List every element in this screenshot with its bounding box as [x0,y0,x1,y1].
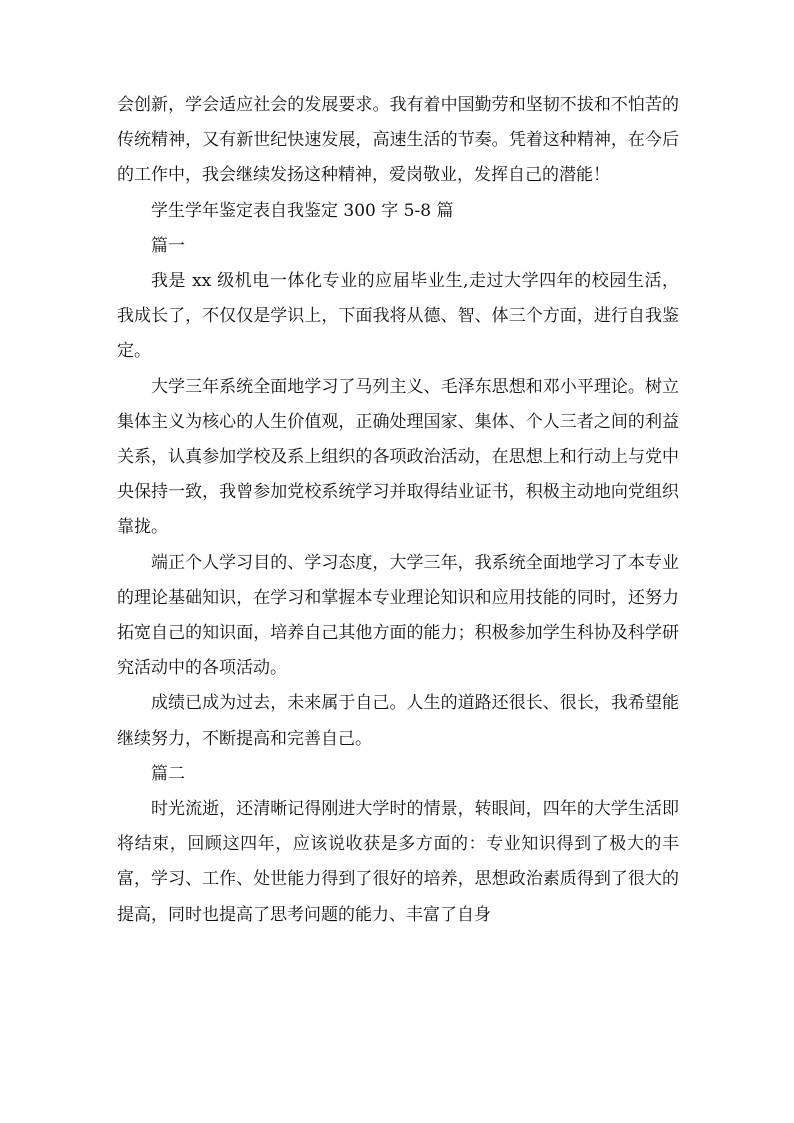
article-title: 学生学年鉴定表自我鉴定 300 字 5-8 篇 [151,200,454,221]
paragraph: 时光流逝，还清晰记得刚进大学时的情景，转眼间，四年的大学生活即将结束，回顾这四年，应该说收获是多方面的：专业知识得到了极大的丰富，学习、工作、处世能力得到了很好的培养，思想政治素质得到了很大的提高，同时也提高了思考问题的能力、丰富了自身 [117,799,679,925]
paragraph: 大学三年系统全面地学习了马列主义、毛泽东思想和邓小平理论。树立集体主义为核心的人生价值观，正确处理国家、集体、个人三者之间的利益关系，认真参加学校及系上组织的各项政治活动，在思想上和行动上与党中央保持一致，我曾参加党校系统学习并取得结业证书，积极主动地向党组织靠拢。 [117,376,679,538]
section-heading-1: 篇一 [151,235,185,256]
document-body [117,88,679,933]
paragraph-continuation: 会创新，学会适应社会的发展要求。我有着中国勤劳和坚韧不拔和不怕苦的传统精神，又有新世纪快速发展，高速生活的节奏。凭着这种精神，在今后的工作中，我会继续发扬这种精神，爱岗敬业，发挥自己的潜能！ [117,95,679,186]
paragraph: 成绩已成为过去，未来属于自己。人生的道路还很长、很长，我希望能继续努力，不断提高和完善自己。 [117,693,679,749]
paragraph: 我是 xx 级机电一体化专业的应届毕业生,走过大学四年的校园生活，我成长了，不仅仅是学识上，下面我将从德、智、体三个方面，进行自我鉴定。 [117,271,679,362]
paragraph: 端正个人学习目的、学习态度，大学三年，我系统全面地学习了本专业的理论基础知识，在学习和掌握本专业理论知识和应用技能的同时，还努力拓宽自己的知识面，培养自己其他方面的能力；积极参加学生科协及科学研究活动中的各项活动。 [117,552,679,679]
section-heading-2: 篇二 [151,763,185,784]
